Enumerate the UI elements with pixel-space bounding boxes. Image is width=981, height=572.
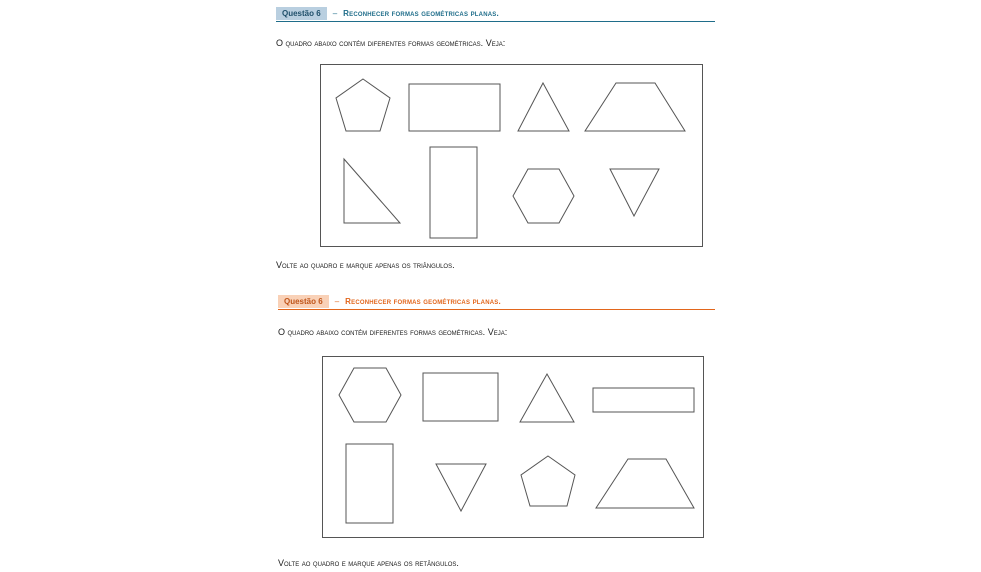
- triangle-shape[interactable]: [520, 374, 574, 422]
- pentagon-shape[interactable]: [521, 456, 575, 506]
- question-a-tag: Questão 6: [276, 7, 327, 20]
- question-a-dash: –: [332, 9, 338, 18]
- long-rectangle-shape[interactable]: [593, 388, 694, 412]
- question-a-instruction: O quadro abaixo contém diferentes formas geométricas. Veja:: [276, 38, 506, 48]
- question-a-task: Volte ao quadro e marque apenas os triângulos.: [276, 260, 455, 270]
- hexagon-shape[interactable]: [339, 368, 401, 422]
- question-b-dash: –: [334, 297, 340, 306]
- trapezoid-shape[interactable]: [596, 459, 694, 508]
- question-b-task: Volte ao quadro e marque apenas os retângulos.: [278, 558, 459, 568]
- question-b-tag: Questão 6: [278, 295, 329, 308]
- tall-rectangle-shape[interactable]: [346, 444, 393, 523]
- question-b-title: Reconhecer formas geométricas planas.: [345, 297, 501, 306]
- inverted-triangle-shape[interactable]: [436, 464, 486, 511]
- rectangle-shape[interactable]: [423, 373, 498, 421]
- question-b-instruction: O quadro abaixo contém diferentes formas geométricas. Veja:: [278, 327, 508, 337]
- question-a-title: Reconhecer formas geométricas planas.: [343, 9, 499, 18]
